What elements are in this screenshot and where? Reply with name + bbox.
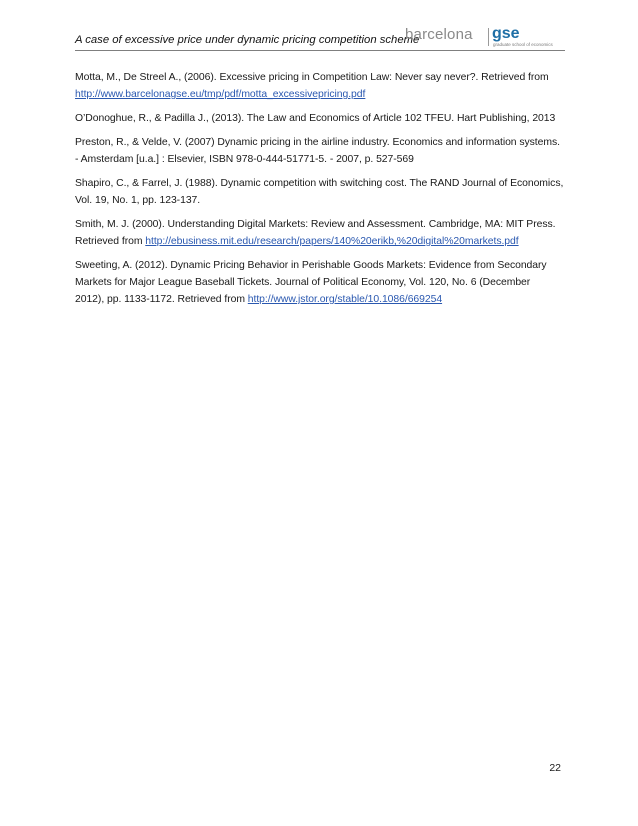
reference-line — [75, 291, 567, 308]
reference-line: Smith, M. J. (2000). Understanding Digital Markets: Review and Assessment. Cambridge, MA: MIT Press. — [75, 219, 556, 230]
reference-link[interactable]: http://ebusiness.mit.edu/research/papers/140%20erikb,%20digital%20markets.pdf — [145, 236, 519, 247]
reference-line: - Amsterdam [u.a.] : Elsevier, ISBN 978-0-444-51771-5. - 2007, p. 527-569 — [75, 154, 414, 165]
reference-line: Sweeting, A. (2012). Dynamic Pricing Behavior in Perishable Goods Markets: Evidence from Secondary — [75, 260, 547, 271]
reference-line: O’Donoghue, R., & Padilla J., (2013). The Law and Economics of Article 102 TFEU. Hart Publishing, 2013 — [75, 113, 556, 124]
reference-line: Markets for Major League Baseball Tickets. Journal of Political Economy, Vol. 120, No. 6 (December — [75, 277, 531, 288]
reference-line: Motta, M., De Streel A., (2006). Excessive pricing in Competition Law: Never say never?. Retrieved from — [75, 72, 549, 83]
reference-entry — [75, 175, 567, 209]
logo-text-gse: gse — [492, 25, 520, 42]
reference-list — [75, 69, 567, 315]
reference-entry — [75, 110, 567, 127]
reference-line: Preston, R., & Velde, V. (2007) Dynamic pricing in the airline industry. Economics and information systems. — [75, 137, 560, 148]
reference-line: Vol. 19, No. 1, pp. 123-137. — [75, 195, 201, 206]
reference-entry — [75, 69, 567, 103]
reference-entry — [75, 257, 567, 308]
reference-entry — [75, 216, 567, 250]
reference-text: 2012), pp. 1133-1172. Retrieved from — [75, 294, 248, 305]
page-number: 22 — [549, 762, 561, 774]
logo-divider — [488, 28, 489, 46]
logo-text-barcelona: barcelona — [405, 26, 473, 43]
reference-line: Shapiro, C., & Farrel, J. (1988). Dynamic competition with switching cost. The RAND Journal of Economics, — [75, 178, 564, 189]
barcelona-gse-logo — [405, 26, 555, 50]
reference-entry — [75, 134, 567, 168]
header-title: A case of excessive price under dynamic pricing competition scheme — [75, 34, 420, 46]
page-header — [75, 22, 565, 52]
reference-text: Retrieved from — [75, 236, 146, 247]
reference-link[interactable]: http://www.jstor.org/stable/10.1086/669254 — [247, 294, 443, 305]
reference-line — [75, 233, 567, 250]
reference-link[interactable]: http://www.barcelonagse.eu/tmp/pdf/motta_excessivepricing.pdf — [75, 89, 366, 100]
logo-subtitle: graduate school of economics — [493, 42, 553, 47]
header-rule — [75, 50, 565, 51]
reference-line — [75, 86, 567, 103]
